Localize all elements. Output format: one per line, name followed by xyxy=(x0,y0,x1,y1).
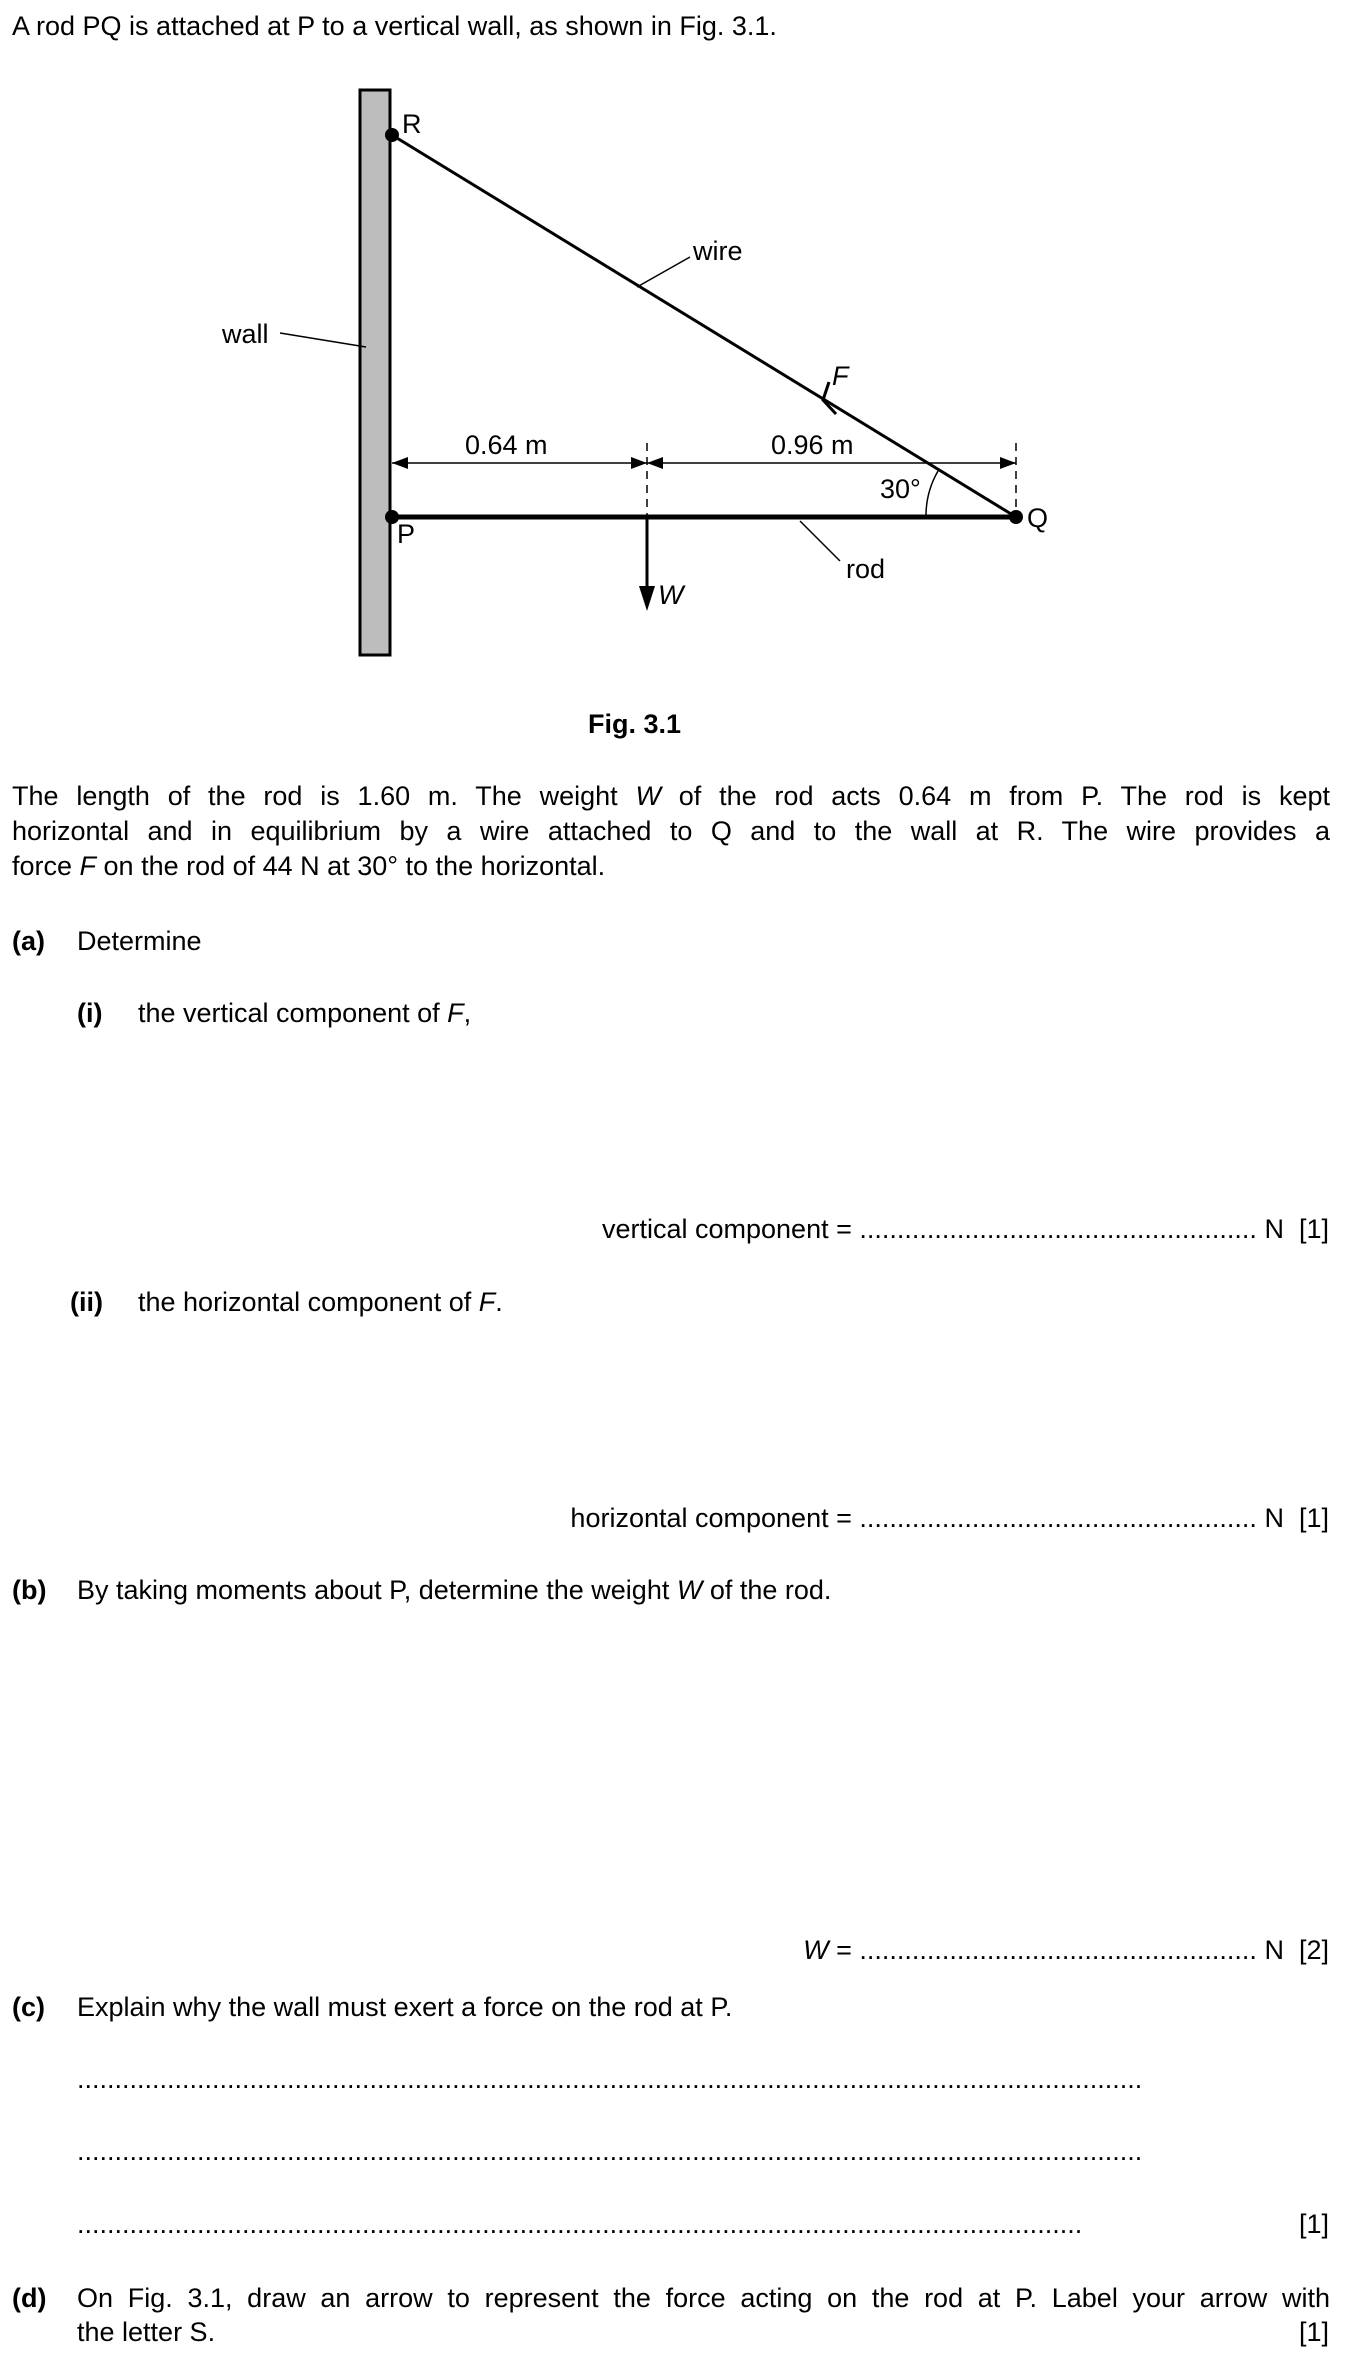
label-wall: wall xyxy=(222,319,269,349)
answer-line-weight[interactable]: W = ..................................................... N [2] xyxy=(803,1935,1329,1965)
figure-3-1 xyxy=(0,0,1346,700)
part-d-line-1: On Fig. 3.1, draw an arrow to represent the force acting on the rod at P. Label your arrow with xyxy=(77,2283,1330,2313)
description-line-2: horizontal and in equilibrium by a wire attached to Q and to the wall at R. The wire provides a xyxy=(12,816,1330,846)
wire-leader-line xyxy=(637,257,690,287)
angle-arc xyxy=(926,471,938,517)
point-q xyxy=(1009,510,1023,524)
label-p: P xyxy=(397,519,416,549)
part-d-line-2: the letter S. xyxy=(77,2317,216,2347)
rod-leader-line xyxy=(800,521,840,561)
point-r xyxy=(385,128,399,142)
description-line-1: The length of the rod is 1.60 m. The weight W of the rod acts 0.64 m from P. The rod is kept xyxy=(12,781,1330,811)
wall-shape xyxy=(360,90,390,655)
label-angle: 30° xyxy=(880,474,921,504)
label-r: R xyxy=(402,109,422,139)
label-q: Q xyxy=(1027,503,1049,533)
answer-line-c-2[interactable]: .............................................................................................................................................. xyxy=(77,2136,1143,2166)
part-a-ii-text: the horizontal component of F. xyxy=(138,1287,503,1317)
label-dist-2: 0.96 m xyxy=(771,430,854,460)
part-c-text: Explain why the wall must exert a force on the rod at P. xyxy=(77,1992,733,2022)
label-f: F xyxy=(832,361,849,391)
part-d-marks: [1] xyxy=(1298,2317,1329,2347)
answer-line-horizontal-component[interactable]: horizontal component = ..................................................... N [1] xyxy=(570,1503,1329,1533)
part-a-text: Determine xyxy=(77,926,202,956)
answer-line-vertical-component[interactable]: vertical component = ..................................................... N [1] xyxy=(601,1214,1329,1244)
wall-leader-line xyxy=(280,333,366,347)
part-b-text: By taking moments about P, determine the weight W of the rod. xyxy=(77,1575,832,1605)
answer-line-c-1[interactable]: .............................................................................................................................................. xyxy=(77,2064,1143,2094)
part-a-i-text: the vertical component of F, xyxy=(138,998,472,1028)
label-wire: wire xyxy=(693,236,743,266)
part-b-label: (b) xyxy=(12,1575,47,1605)
part-c-label: (c) xyxy=(12,1992,45,2022)
part-d-label: (d) xyxy=(12,2283,47,2313)
description-line-3: force F on the rod of 44 N at 30° to the horizontal. xyxy=(12,851,606,881)
label-w: W xyxy=(658,580,684,610)
part-a-i-label: (i) xyxy=(77,998,103,1028)
intro-text: A rod PQ is attached at P to a vertical wall, as shown in Fig. 3.1. xyxy=(12,11,777,41)
weight-arrowhead xyxy=(639,586,655,611)
answer-line-c-3[interactable]: ...................................................................................................................................... xyxy=(77,2209,1083,2239)
part-a-ii-label: (ii) xyxy=(70,1287,103,1317)
label-rod: rod xyxy=(846,554,886,584)
part-c-marks: [1] xyxy=(1298,2209,1329,2239)
label-dist-1: 0.64 m xyxy=(465,430,548,460)
figure-caption: Fig. 3.1 xyxy=(588,709,682,739)
part-a-label: (a) xyxy=(12,926,45,956)
